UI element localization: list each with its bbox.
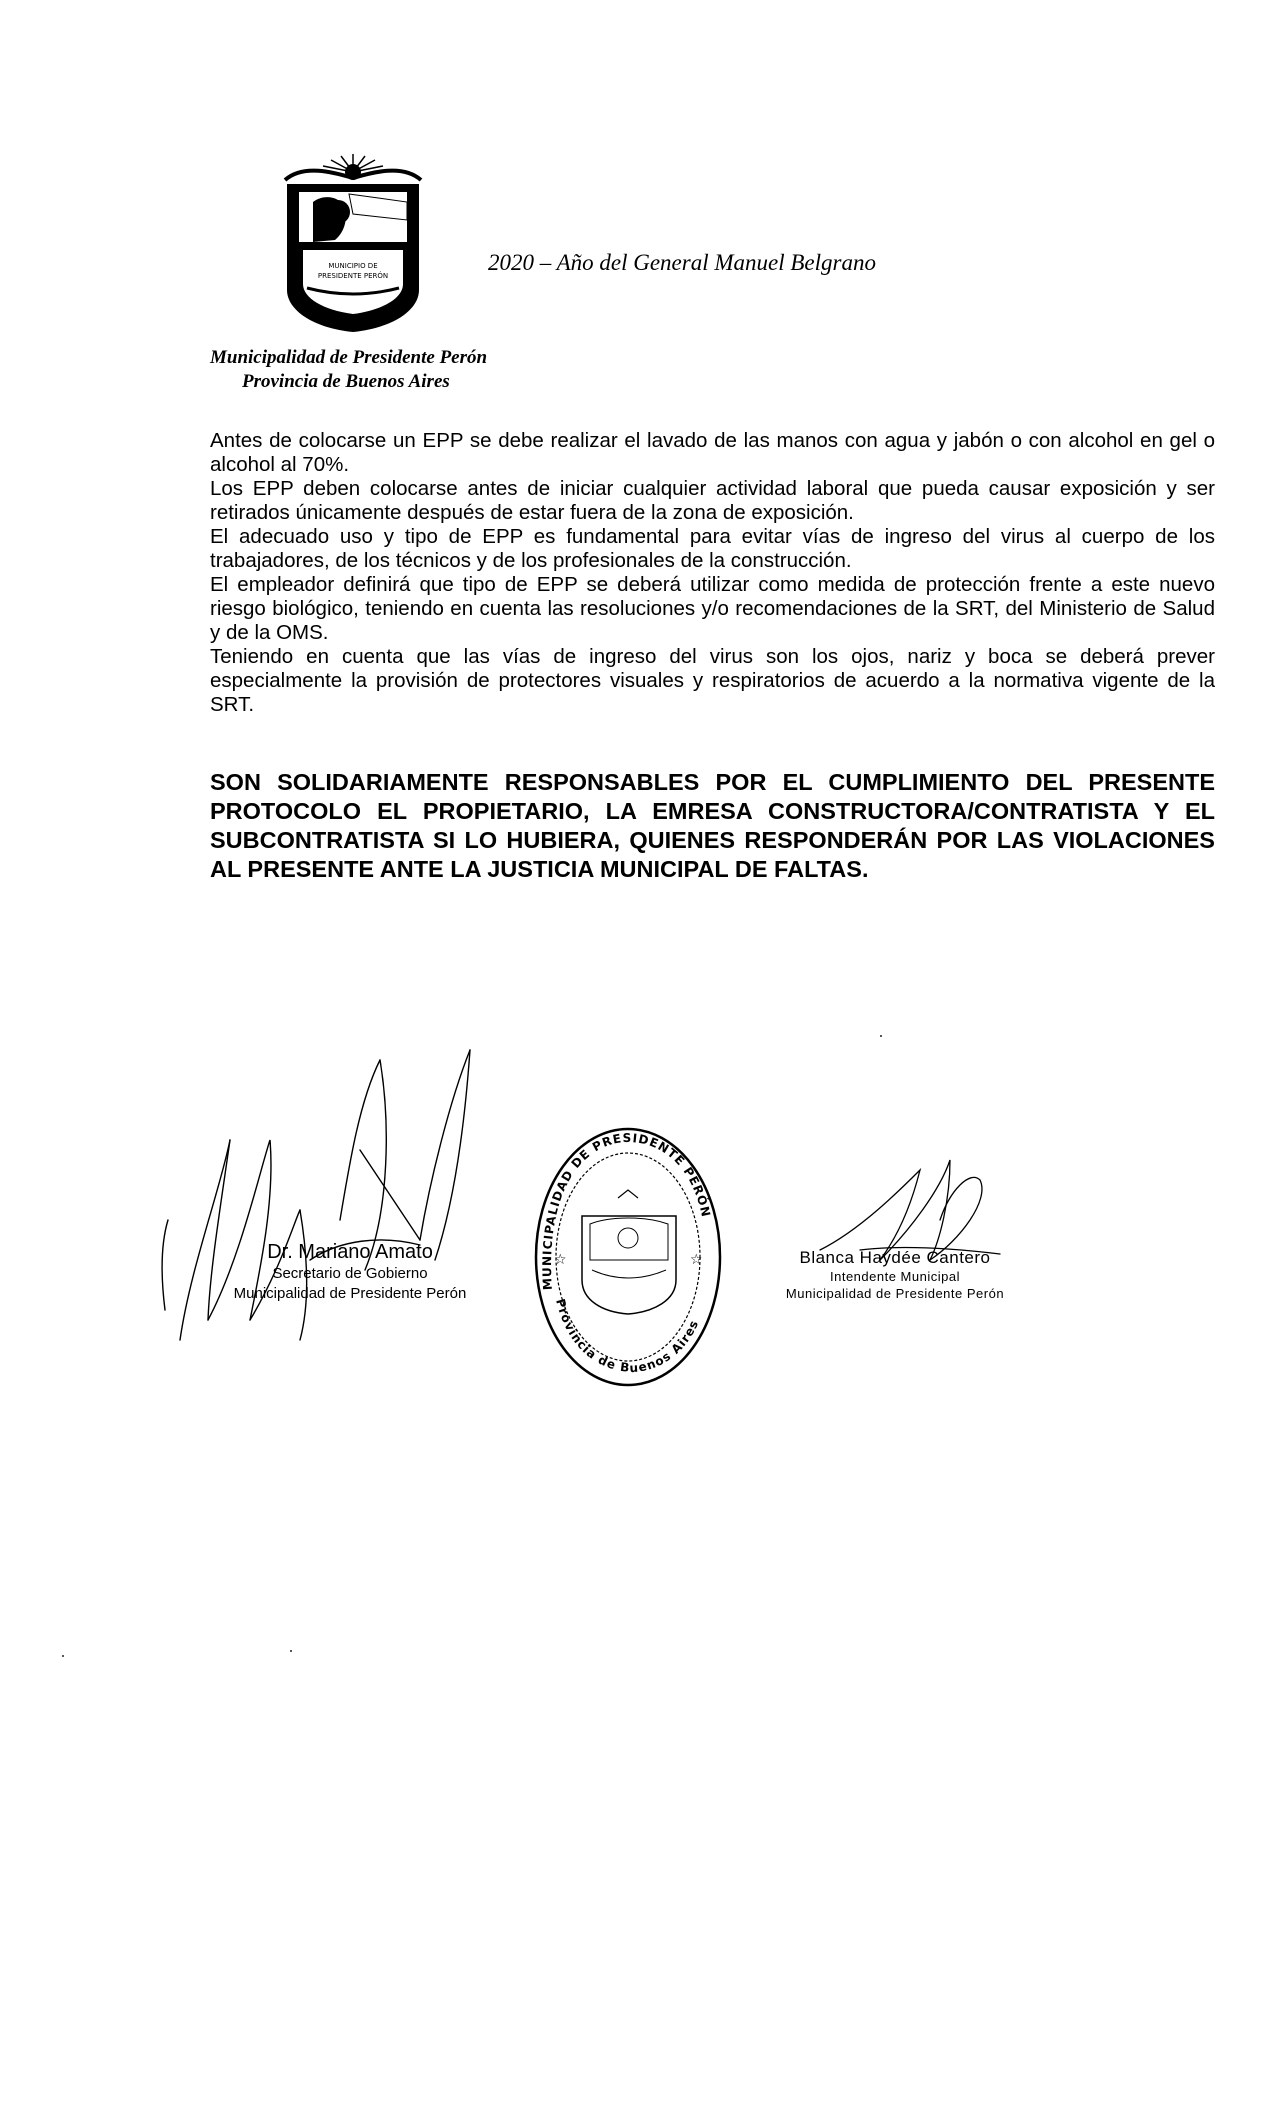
svg-text:☆: ☆ (690, 1252, 703, 1268)
official-municipal-seal (530, 1120, 725, 1390)
signature-left-handwritten (150, 1040, 480, 1380)
seal-top-text: MUNICIPALIDAD DE PRESIDENTE PERÓN (540, 1130, 714, 1291)
municipality-heading (210, 346, 710, 394)
svg-text:☆: ☆ (554, 1252, 567, 1268)
notice-text: SON SOLIDARIAMENTE RESPONSABLES POR EL CUMPLIMIENTO DEL PRESENTE PROTOCOLO EL PROPIETARIO, LA EMRESA CONSTRUCTORA/CONTRATISTA Y EL SUBCONTRATISTA SI LO HUBIERA, QUIENES RESPONDERÁN POR LAS VIOLACIONES AL PRESENTE ANTE LA JUSTICIA MUNICIPAL DE FALTAS. (210, 769, 1215, 882)
scan-speck (880, 1035, 882, 1037)
scan-speck (62, 1655, 64, 1657)
signatory-left (200, 1240, 500, 1304)
paragraph-protectors: Teniendo en cuenta que las vías de ingreso del virus son los ojos, nariz y boca se deberá prever especialmente la provisión de protectores visuales y respiratorios de acuerdo a la normativa vigente de la SRT. (210, 645, 1215, 716)
signatory-left-org: Municipalidad de Presidente Perón (233, 1285, 467, 1302)
logo-text-line1: MUNICIPIO DE (328, 262, 378, 270)
province-name: Provincia de Buenos Aires (242, 371, 450, 392)
paragraph-employer-duty: El empleador definirá que tipo de EPP se deberá utilizar como medida de protección frente a este nuevo riesgo biológico, teniendo en cuenta las resoluciones y/o recomendaciones de la SRT, del Ministerio de Salud y de la OMS. (210, 573, 1215, 644)
signatory-right-name: Blanca Haydée Cantero (799, 1248, 991, 1267)
signatory-right-title: Intendente Municipal (830, 1269, 960, 1284)
paragraph-epp-usage: El adecuado uso y tipo de EPP es fundamental para evitar vías de ingreso del virus al cuerpo de los trabajadores, de los técnicos y de los profesionales de la construcción. (210, 525, 1215, 572)
body-paragraphs (210, 429, 1215, 717)
municipal-coat-of-arms-logo (283, 150, 423, 335)
signatory-left-title: Secretario de Gobierno (272, 1265, 428, 1282)
star-icon (554, 1252, 567, 1268)
municipality-name: Municipalidad de Presidente Perón (210, 347, 488, 368)
logo-text-line2: PRESIDENTE PERÓN (317, 272, 389, 280)
scan-speck (290, 1650, 292, 1652)
year-motto: 2020 – Año del General Manuel Belgrano (488, 250, 876, 275)
signatory-left-name: Dr. Mariano Amato (267, 1241, 433, 1263)
paragraph-hand-washing: Antes de colocarse un EPP se debe realizar el lavado de las manos con agua y jabón o con alcohol en gel o alcohol al 70%. (210, 429, 1215, 476)
signatory-right (780, 1248, 1010, 1302)
signatory-right-org: Municipalidad de Presidente Perón (785, 1286, 1005, 1301)
star-icon (690, 1252, 703, 1268)
paragraph-epp-timing: Los EPP deben colocarse antes de iniciar cualquier actividad laboral que pueda causar exposición y ser retirados únicamente después de estar fuera de la zona de exposición. (210, 477, 1215, 524)
seal-bottom-text: Provincia de Buenos Aires (553, 1297, 702, 1376)
responsibility-notice (210, 768, 1215, 884)
